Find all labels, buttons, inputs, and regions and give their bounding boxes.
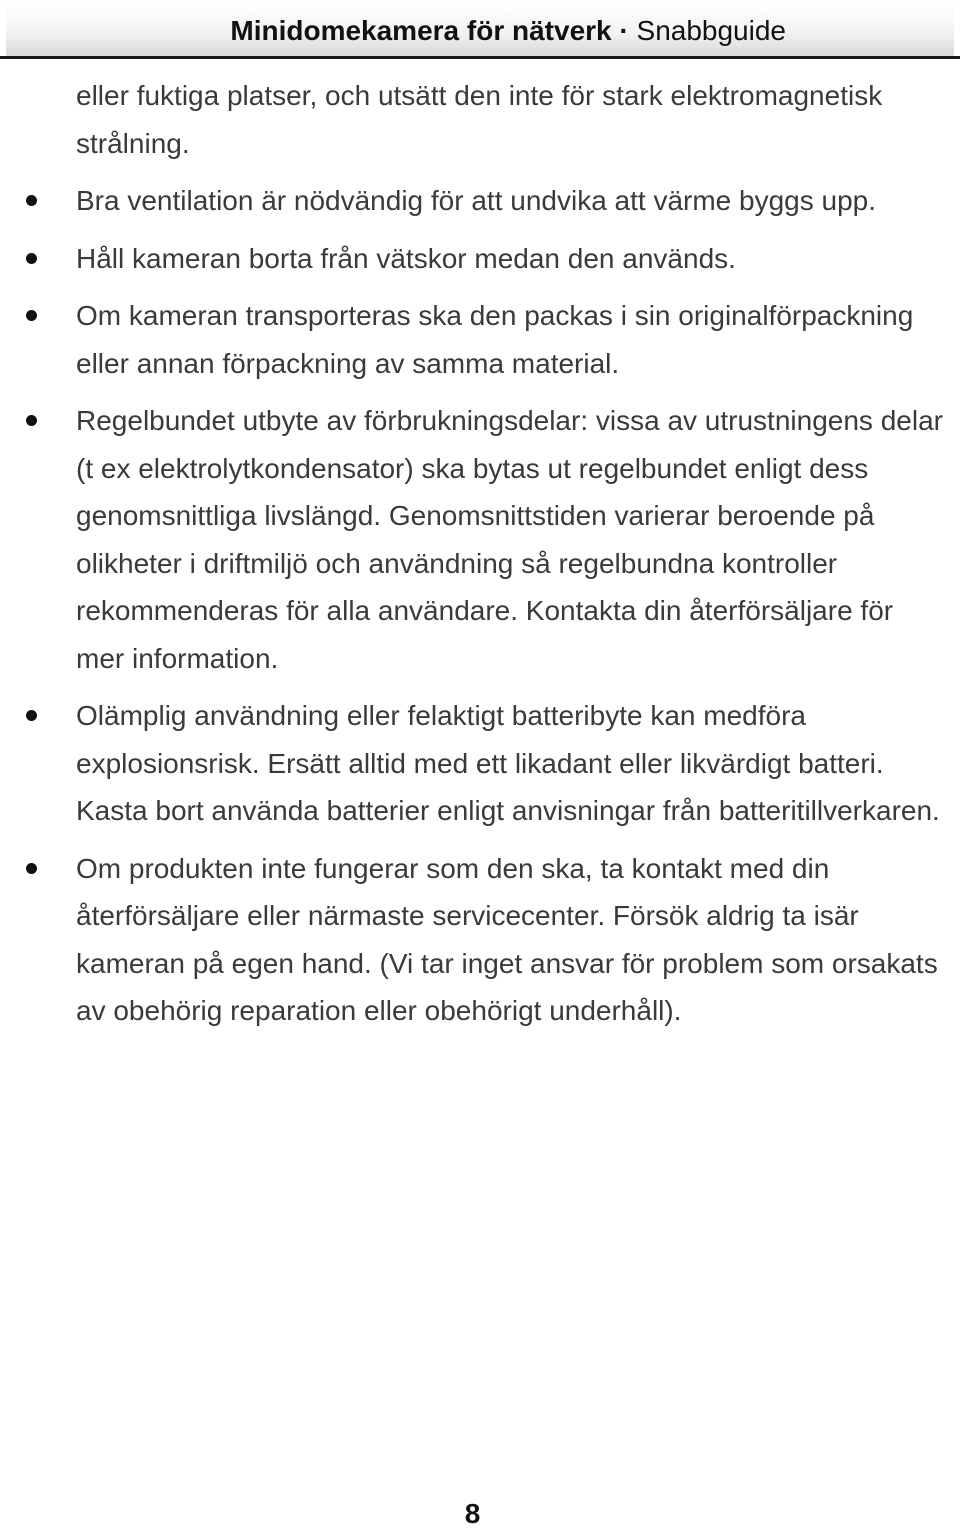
bullet-icon [26,195,37,206]
title-separator: · [619,15,629,46]
list-item-text: Om produkten inte fungerar som den ska, ta kontakt med din återförsäljare eller närmaste servicecenter. Försök aldrig ta isär kameran på egen hand. (Vi tar inget ansvar för problem som orsakats av obehörig reparation eller obehörigt underhåll). [76,852,938,1026]
list-item-text: Regelbundet utbyte av förbrukningsdelar: vissa av utrustningens delar (t ex elektrolytkondensator) ska bytas ut regelbundet enligt dess genomsnittliga livslängd. Genomsnittstiden varierar beroende på olikheter i driftmiljö och användning så regelbundna kontroller rekommenderas för alla användare. Kontakta din återförsäljare för mer information. [76,405,943,674]
list-item-text: Om kameran transporteras ska den packas i sin originalförpackning eller annan förpackning av samma material. [76,300,914,379]
list-item [76,692,948,835]
bullet-icon [26,863,37,874]
bullet-icon [26,253,37,264]
manual-subtitle: Snabbguide [636,15,786,46]
header-title [230,14,786,48]
list-item [76,235,948,283]
manual-title: Minidomekamera för nätverk [230,15,612,46]
page-number: 8 [464,1498,481,1529]
list-item [76,397,948,682]
bullet-icon [26,710,37,721]
list-item [76,845,948,1035]
list-item [76,292,948,387]
list-item-text: Bra ventilation är nödvändig för att undvika att värme byggs upp. [76,185,877,216]
list-item-text: Håll kameran borta från vätskor medan den används. [76,242,736,274]
bullet-icon [26,415,37,426]
list-item-text: Olämplig användning eller felaktigt batteribyte kan medföra explosionsrisk. Ersätt alltid med ett likadant eller likvärdigt batteri. Kasta bort använda batterier enligt anvisningar från batteritillverkaren. [76,700,940,826]
page-header [6,0,954,56]
page-content [0,72,960,1045]
header-rule [0,56,960,59]
bullet-icon [26,310,37,321]
continued-paragraph: eller fuktiga platser, och utsätt den inte för stark elektromagnetisk strålning. [76,80,883,159]
list-item [76,177,948,225]
